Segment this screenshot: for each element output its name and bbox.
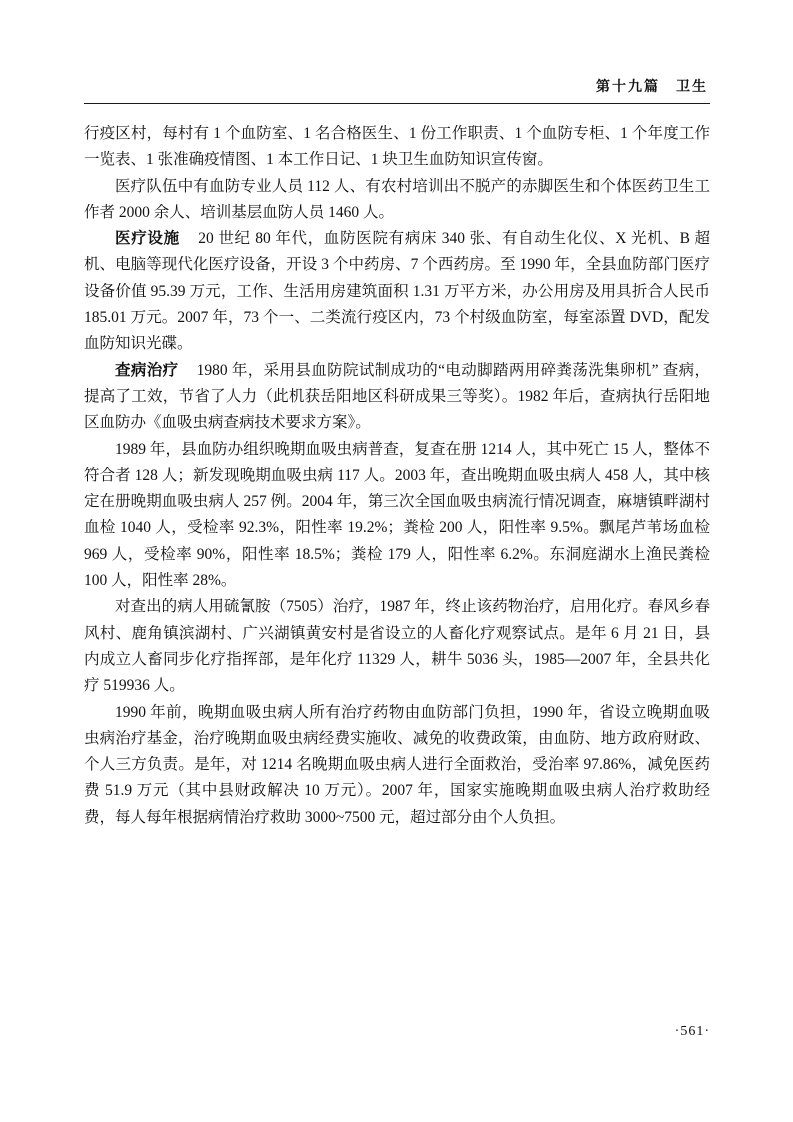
page-body <box>84 121 710 831</box>
paragraph-text: 20 世纪 80 年代，血防医院有病床 340 张、有自动生化仪、X 光机、B 超机、电脑等现代化医疗设备，开设 3 个中药房、7 个西药房。至 1990 年，全县血防部门医疗设备价值 95.39 万元，工作、生活用房建筑面积 1.31 万平方米，办公用房及用具折合人民币 185.01 万元。2007 年，73 个一、二类流行疫区内，73 个村级血防室，每室添置 DVD，配发血防知识光碟。 <box>84 230 710 353</box>
section-header-title: 第十九篇 卫生 <box>596 80 708 95</box>
paragraph-text: 对查出的病人用硫氰胺（7505）治疗，1987 年，终止该药物治疗，启用化疗。春风乡春风村、鹿角镇滨湖村、广兴湖镇黄安村是省设立的人畜化疗观察试点。是年 6 月 21 日，县内成立人畜同步化疗指挥部，是年化疗 11329 人，耕牛 5036 头，1985—2007 年，全县共化疗 519936 人。 <box>84 598 710 695</box>
section-label-disease-check-treatment: 查病治疗 <box>115 361 179 379</box>
paragraph <box>84 594 710 699</box>
paragraph <box>84 700 710 831</box>
page-header <box>84 76 710 104</box>
page-content <box>84 76 710 831</box>
header-rule <box>84 103 710 104</box>
paragraph-text: 医疗队伍中有血防专业人员 112 人、有农村培训出不脱产的赤脚医生和个体医药卫生工作者 2000 余人、培训基层血防人员 1460 人。 <box>84 177 710 221</box>
paragraph-text: 行疫区村，每村有 1 个血防室、1 名合格医生、1 份工作职责、1 个血防专柜、1 个年度工作一览表、1 张准确疫情图、1 本工作日记、1 块卫生血防知识宣传窗。 <box>84 125 710 169</box>
page-number: ·561· <box>674 1024 710 1039</box>
paragraph <box>84 437 710 595</box>
paragraph-text: 1980 年，采用县血防院试制成功的“电动脚踏两用碎粪荡洗集卵机” 查病，提高了工效，节省了人力（此机获岳阳地区科研成果三等奖）。1982 年后，查病执行岳阳地区血防办《血吸虫病查病技术要求方案》。 <box>84 361 710 432</box>
paragraph <box>84 358 710 437</box>
paragraph-text: 1989 年，县血防办组织晚期血吸虫病普查，复查在册 1214 人，其中死亡 15 人，整体不符合者 128 人；新发现晚期血吸虫病 117 人。2003 年，查出晚期血吸虫病人 458 人，其中核定在册晚期血吸虫病人 257 例。2004 年，第三次全国血吸虫病流行情况调查，麻塘镇畔湖村血检 1040 人，受检率 92.3%，阳性率 19.2%；粪检 200 人，阳性率 9.5%。飘尾芦苇场血检 969 人，受检率 90%，阳性率 18.5%；粪检 179 人，阳性率 6.2%。东洞庭湖水上渔民粪检 100 人，阳性率 28%。 <box>84 440 710 590</box>
paragraph-text: 1990 年前，晚期血吸虫病人所有治疗药物由血防部门负担，1990 年，省设立晚期血吸虫病治疗基金，治疗晚期血吸虫病经费实施收、减免的收费政策，由血防、地方政府财政、个人三方负责。是年，对 1214 名晚期血吸虫病人进行全面救治，受治率 97.86%，减免医药费 51.9 万元（其中县财政解决 10 万元）。2007 年，国家实施晚期血吸虫病人治疗救助经费，每人每年根据病情治疗救助 3000~7500 元，超过部分由个人负担。 <box>84 703 710 826</box>
paragraph <box>84 226 710 357</box>
section-label-medical-facilities: 医疗设施 <box>115 230 180 248</box>
paragraph <box>84 174 710 227</box>
paragraph <box>84 121 710 174</box>
